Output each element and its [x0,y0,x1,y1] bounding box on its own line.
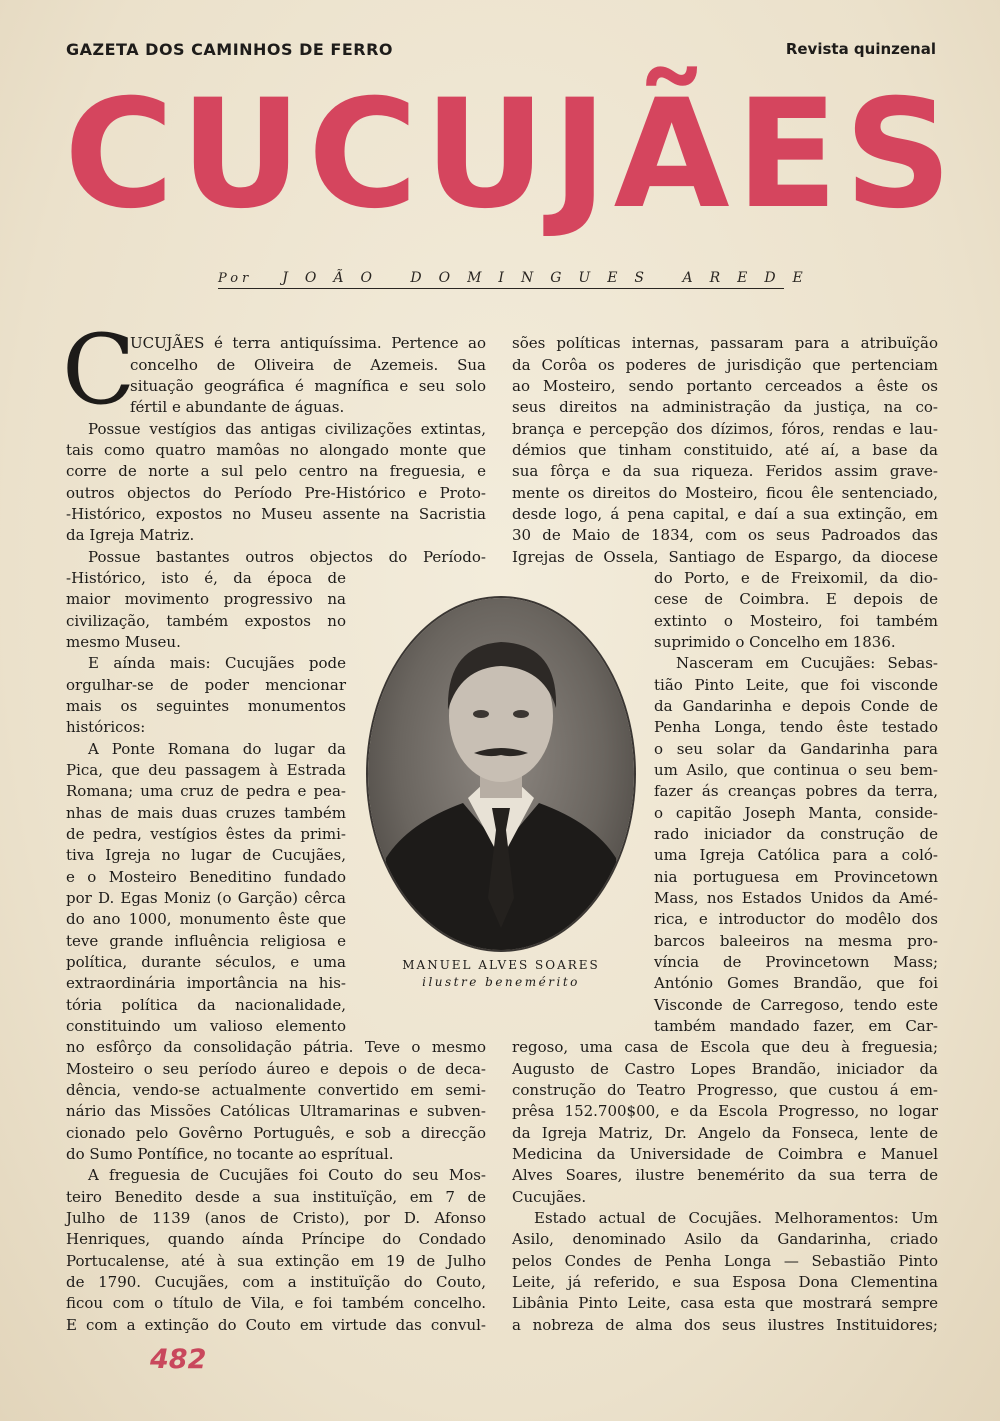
text-line: rica, e introductor do modêlo dos [654,910,938,928]
text-line: barcos baleeiros na mesma pro- [654,932,938,950]
text-line: um Asilo, que continua o seu bem- [654,761,938,779]
text-line: sua fôrça e da sua riqueza. Feridos assim grave- [512,462,938,480]
text-line: rado iniciador da construção de [654,825,938,843]
text-line: Igrejas de Ossela, Santiago de Espargo, da diocese [512,548,938,566]
text-line: da Gandarinha e depois Conde de [654,697,938,715]
text-line: da Igreja Matriz, Dr. Angelo da Fonseca, lente de [512,1124,938,1142]
text-line: Leite, já referido, e sua Esposa Dona Clementina [512,1273,938,1291]
author-name: JOÃO DOMINGUES AREDE [282,270,820,286]
text-line: E aínda mais: Cucujães pode [88,654,346,672]
text-line: da Igreja Matriz. [66,526,195,544]
text-line: Augusto de Castro Lopes Brandão, iniciador da [512,1060,938,1078]
text-line: da Corôa os poderes de jurisdição que pertenciam [512,356,938,374]
text-line: também mandado fazer, em Car- [654,1017,938,1035]
text-line: desde logo, á pena capital, e daí a sua extinção, em [512,505,938,523]
text-line: Asilo, denominado Asilo da Gandarinha, criado [512,1230,938,1248]
byline-prefix: Por [218,271,253,286]
text-line: regoso, uma casa de Escola que deu à freguesia; [512,1038,938,1056]
text-line: Portucalense, até à sua extinção em 19 de Julho [66,1252,486,1270]
text-line: Romana; uma cruz de pedra e pea- [66,782,346,800]
text-line: do Sumo Pontífice, no tocante ao esprítual. [66,1145,394,1163]
text-line: dência, vendo-se actualmente convertido em semi- [66,1081,486,1099]
text-line: Possue bastantes outros objectos do Período- [88,548,486,566]
text-line: fértil e abundante de águas. [130,398,345,416]
text-line: Possue vestígios das antigas civilizações extintas, [88,420,486,438]
portrait-photo [368,598,634,950]
text-line: Pica, que deu passagem à Estrada [66,761,346,779]
text-line: tória política da nacionalidade, [66,996,346,1014]
text-line: Henriques, quando aínda Príncipe do Condado [66,1230,486,1248]
text-line: prêsa 152.700$00, e da Escola Progresso, no logar [512,1102,938,1120]
page-number: 482 [150,1344,207,1375]
text-line: -Histórico, isto é, da época de [66,569,346,587]
publication-name: GAZETA DOS CAMINHOS DE FERRO [66,40,394,59]
text-line: teve grande influência religiosa e [66,932,346,950]
text-line: fazer ás creanças pobres da terra, [654,782,938,800]
text-line: sões políticas internas, passaram para a atribuïção [512,334,938,352]
text-line: do Porto, e de Freixomil, da dio- [654,569,938,587]
text-line: extraordinária importância na his- [66,974,346,992]
article-byline [218,270,820,289]
article-title: CUCUJÃES [64,68,959,242]
text-line: por D. Egas Moniz (o Garção) cêrca [66,889,346,907]
text-line: tais como quatro mamôas no alongado monte que [66,441,486,459]
text-line: mente os direitos do Mosteiro, ficou êle sentenciado, [512,484,938,502]
text-line: situação geográfica é magnífica e seu solo [130,377,486,395]
text-line: constituindo um valioso elemento [66,1017,346,1035]
text-line: UCUJÃES é terra antiquíssima. Pertence ao [130,334,486,352]
text-line: teiro Benedito desde a sua instituïção, em 7 de [66,1188,486,1206]
portrait-figure [368,598,634,950]
text-line: o capitão Joseph Manta, conside- [654,804,938,822]
text-line: A Ponte Romana do lugar da [88,740,346,758]
text-line: víncia de Provincetown Mass; [654,953,938,971]
text-line: e o Mosteiro Beneditino fundado [66,868,346,886]
text-line: orgulhar-se de poder mencionar [66,676,346,694]
text-line: ficou com o título de Vila, e foi também concelho. [66,1294,486,1312]
text-line: seus direitos na administração da justiça, na co- [512,398,938,416]
drop-cap: C [62,314,136,426]
text-line: do ano 1000, monumento êste que [66,910,346,928]
text-line: Medicina da Universidade de Coimbra e Manuel [512,1145,938,1163]
text-line: construção do Teatro Progresso, que custou á em- [512,1081,938,1099]
text-line: Mosteiro o seu período áureo e depois o de deca- [66,1060,486,1078]
text-line: nia portuguesa em Provincetown [654,868,938,886]
photo-caption-name: MANUEL ALVES SOARES [402,958,600,972]
text-line: mesmo Museu. [66,633,181,651]
text-line: Nasceram em Cucujães: Sebas- [676,654,938,672]
text-line: Julho de 1139 (anos de Cristo), por D. Afonso [66,1209,486,1227]
text-line: extinto o Mosteiro, foi também [654,612,938,630]
text-line: corre de norte a sul pelo centro na freguesia, e [66,462,486,480]
text-line: Visconde de Carregoso, tendo este [654,996,938,1014]
text-line: démios que tinham constituido, até aí, a base da [512,441,938,459]
text-line: Libânia Pinto Leite, casa esta que mostrará sempre [512,1294,938,1312]
text-line: outros objectos do Período Pre-Histórico e Proto- [66,484,486,502]
text-line: cese de Coimbra. E depois de [654,590,938,608]
text-line: suprimido o Concelho em 1836. [654,633,896,651]
text-line: concelho de Oliveira de Azemeis. Sua [130,356,486,374]
text-line: pelos Condes de Penha Longa — Sebastião Pinto [512,1252,938,1270]
text-line: históricos: [66,718,146,736]
publication-frequency: Revista quinzenal [785,40,936,58]
text-line: Cucujães. [512,1188,587,1206]
text-line: E com a extinção do Couto em virtude das convul- [66,1316,486,1334]
text-line: -Histórico, expostos no Museu assente na Sacristia [66,505,486,523]
text-line: civilização, também expostos no [66,612,346,630]
text-line: uma Igreja Católica para a coló- [654,846,938,864]
text-line: política, durante séculos, e uma [66,953,346,971]
text-line: Mass, nos Estados Unidos da Amé- [654,889,938,907]
text-line: ao Mosteiro, sendo portanto cerceados a êste os [512,377,938,395]
text-line: nário das Missões Católicas Ultramarinas e subven- [66,1102,486,1120]
text-line: Alves Soares, ilustre benemérito da sua terra de [512,1166,938,1184]
text-line: cionado pelo Govêrno Português, e sob a direcção [66,1124,486,1142]
text-line: maior movimento progressivo na [66,590,346,608]
text-line: tião Pinto Leite, que foi visconde [654,676,938,694]
text-line: de pedra, vestígios êstes da primi- [66,825,346,843]
photo-caption-role: ilustre benemérito [422,975,580,989]
text-line: tiva Igreja no lugar de Cucujães, [66,846,346,864]
text-line: o seu solar da Gandarinha para [654,740,938,758]
text-line: Penha Longa, tendo êste testado [654,718,938,736]
text-line: 30 de Maio de 1834, com os seus Padroados das [512,526,938,544]
text-line: nhas de mais duas cruzes também [66,804,346,822]
text-line: A freguesia de Cucujães foi Couto do seu Mos- [88,1166,486,1184]
text-line: a nobreza de alma dos seus ilustres Instituidores; [512,1316,938,1334]
text-line: de 1790. Cucujães, com a instituïção do Couto, [66,1273,486,1291]
text-line: no esfôrço da consolidação pátria. Teve o mesmo [66,1038,486,1056]
text-line: mais os seguintes monumentos [66,697,346,715]
text-line: Estado actual de Cocujães. Melhoramentos: Um [534,1209,938,1227]
text-line: brança e percepção dos dízimos, fóros, rendas e lau- [512,420,938,438]
text-line: António Gomes Brandão, que foi [654,974,938,992]
